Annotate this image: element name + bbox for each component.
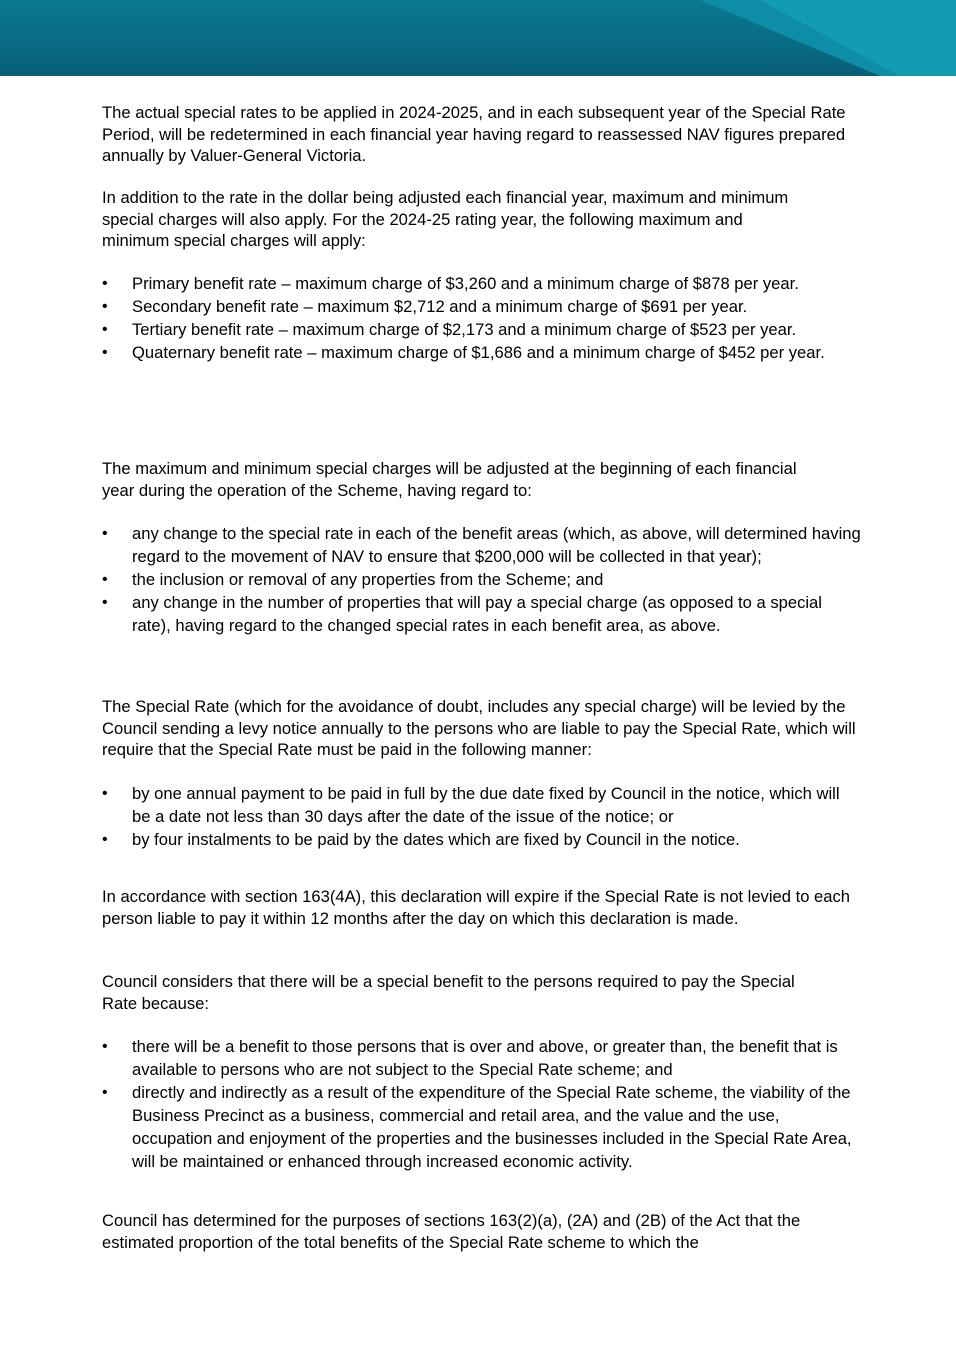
paragraph-levy-notice: The Special Rate (which for the avoidance of doubt, includes any special charge) will be levied by the Council sending a levy notice annually to the persons who are liable to pay the Special Rate, which will require that the Special Rate must be paid in the following manner: bbox=[102, 697, 856, 759]
list-item: • Primary benefit rate – maximum charge of $3,260 and a minimum charge of $878 per year. bbox=[102, 272, 862, 295]
list-item: • any change to the special rate in each of the benefit areas (which, as above, will determined having regard to the movement of NAV to ensure that $200,000 will be collected in that year); bbox=[102, 522, 862, 568]
header-band bbox=[0, 0, 956, 76]
list-item: • by one annual payment to be paid in full by the due date fixed by Council in the notice, which will be a date not less than 30 days after the date of the issue of the notice; or bbox=[102, 782, 862, 828]
header-decoration bbox=[0, 0, 956, 76]
benefits-list bbox=[102, 1035, 862, 1173]
list-item: • any change in the number of properties that will pay a special charge (as opposed to a special rate), having regard to the changed special rates in each benefit area, as above. bbox=[102, 591, 862, 637]
list-item: • directly and indirectly as a result of the expenditure of the Special Rate scheme, the viability of the Business Precinct as a business, commercial and retail area, and the value and the use, occupation and enjoyment of the properties and the businesses included in the Special Rate Area, will be maintained or enhanced through increased economic activity. bbox=[102, 1081, 862, 1173]
list-item: • there will be a benefit to those persons that is over and above, or greater than, the benefit that is available to persons who are not subject to the Special Rate scheme; and bbox=[102, 1035, 862, 1081]
paragraph-proportion: Council has determined for the purposes of sections 163(2)(a), (2A) and (2B) of the Act that the estimated proportion of the total benefits of the Special Rate scheme to which the bbox=[102, 1211, 801, 1252]
paragraph-declaration-expiry: In accordance with section 163(4A), this declaration will expire if the Special Rate is not levied to each person liable to pay it within 12 months after the day on which this declaration is made. bbox=[102, 887, 851, 928]
list-item: • Tertiary benefit rate – maximum charge of $2,173 and a minimum charge of $523 per year. bbox=[102, 318, 862, 341]
adjustments-list bbox=[102, 522, 862, 637]
paragraph-max-min-charges: In addition to the rate in the dollar being adjusted each financial year, maximum and minimum special charges will also apply. For the 2024-25 rating year, the following maximum and minimum special charges will apply: bbox=[102, 188, 789, 250]
list-item: • by four instalments to be paid by the dates which are fixed by Council in the notice. bbox=[102, 828, 862, 851]
paragraph-adjustment: The maximum and minimum special charges will be adjusted at the beginning of each financial year during the operation of the Scheme, having regard to: bbox=[102, 459, 797, 500]
list-item: • Secondary benefit rate – maximum $2,712 and a minimum charge of $691 per year. bbox=[102, 295, 862, 318]
payment-list bbox=[102, 782, 862, 851]
list-item: • Quaternary benefit rate – maximum charge of $1,686 and a minimum charge of $452 per year. bbox=[102, 341, 862, 364]
paragraph-special-benefit: Council considers that there will be a special benefit to the persons required to pay the Special Rate because: bbox=[102, 972, 795, 1013]
list-item: • the inclusion or removal of any properties from the Scheme; and bbox=[102, 568, 862, 591]
paragraph-rates-redetermined: The actual special rates to be applied in 2024-2025, and in each subsequent year of the Special Rate Period, will be redetermined in each financial year having regard to reassessed NAV figures prepared annually by Valuer-General Victoria. bbox=[102, 103, 846, 165]
charges-list bbox=[102, 272, 862, 364]
